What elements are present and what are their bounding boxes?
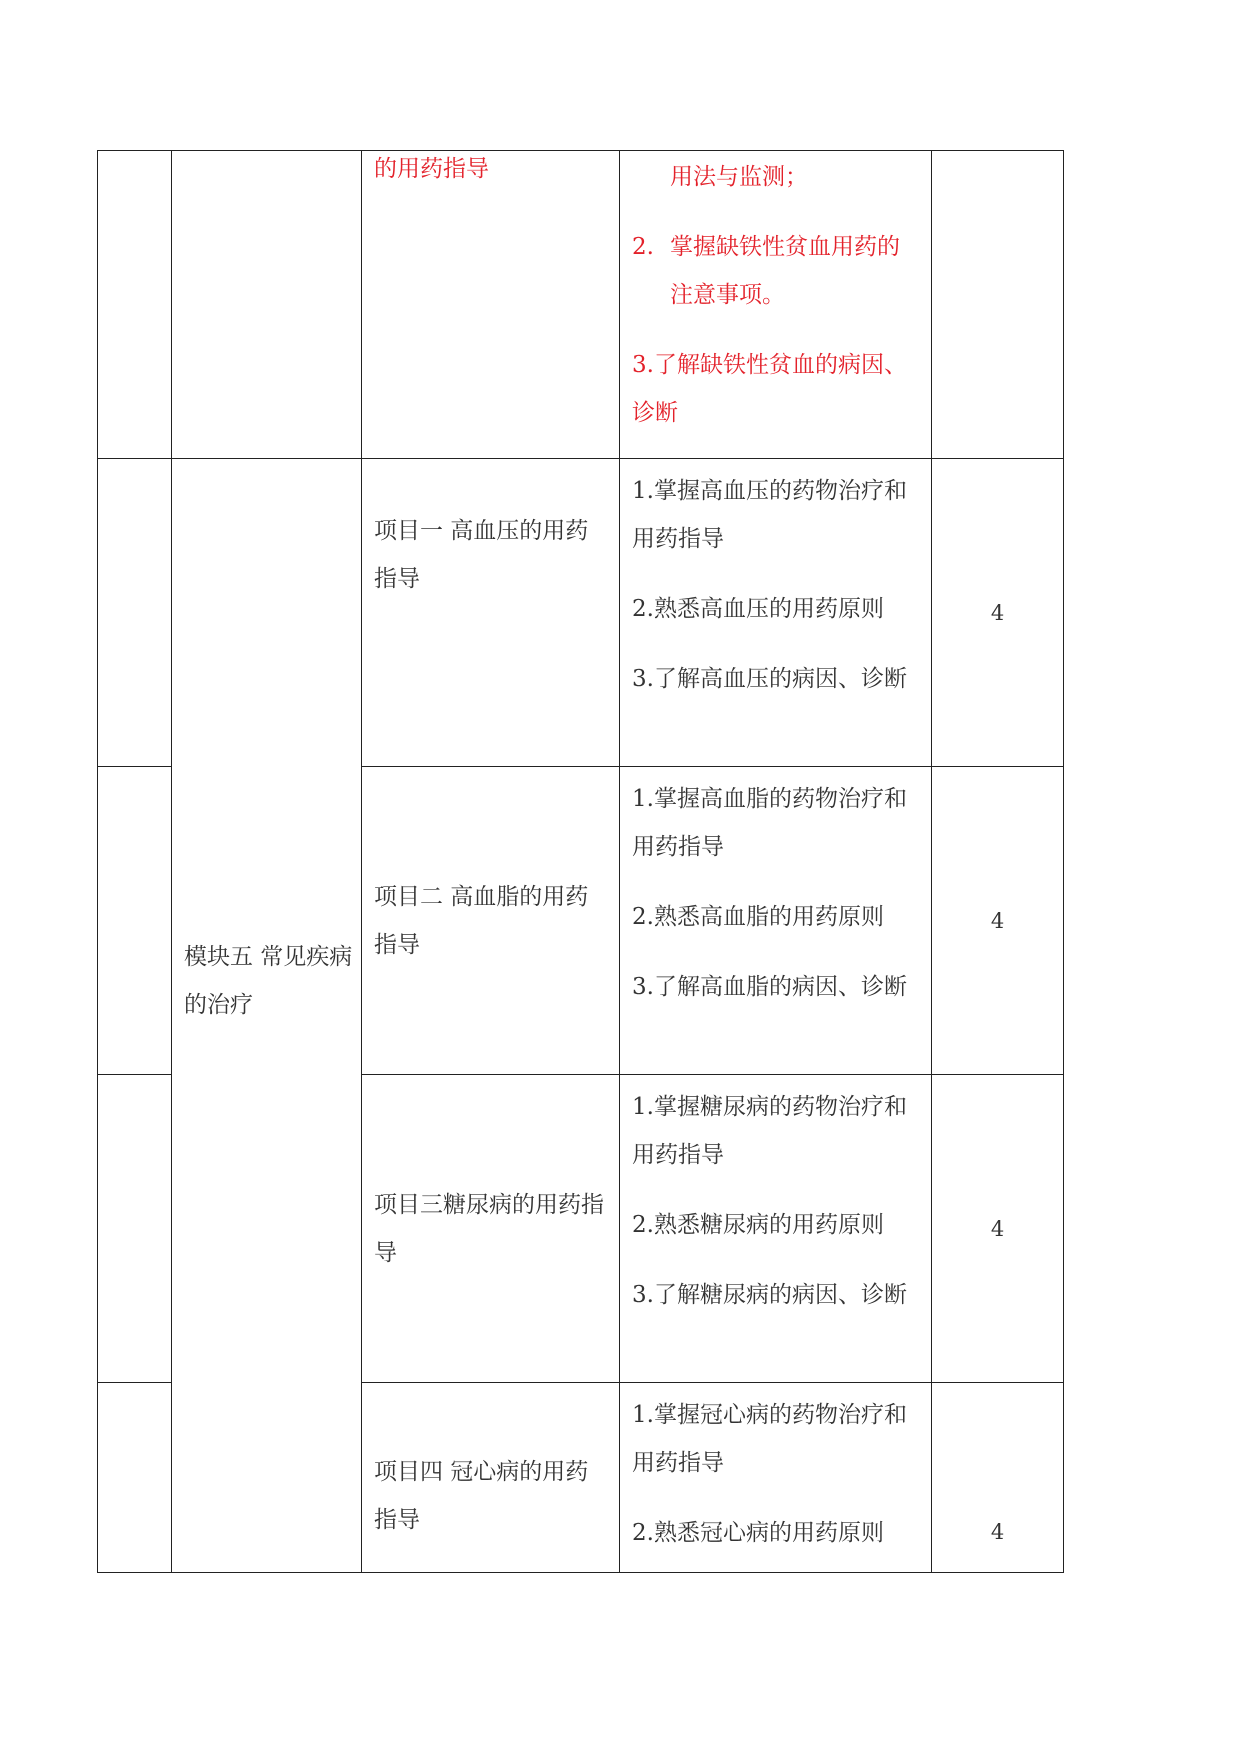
project-cell [362, 1075, 620, 1383]
objective-text: 3.了解高血压的病因、诊断 [632, 666, 907, 692]
project-cell [362, 459, 620, 767]
objective-text: 3.了解高血脂的病因、诊断 [632, 974, 907, 1000]
objective-text: 2.熟悉高血脂的用药原则 [632, 904, 884, 930]
project-name: 项目三糖尿病的用药指导 [374, 1191, 604, 1266]
project-cell [362, 1383, 620, 1573]
project-cell [362, 151, 620, 459]
objective-text: 1.掌握高血压的药物治疗和用药指导 [632, 478, 907, 552]
index-cell [98, 151, 172, 459]
objective-text: 2.熟悉冠心病的用药原则 [632, 1520, 884, 1546]
index-cell [98, 459, 172, 767]
hours-cell: 4 [932, 459, 1064, 767]
objective-item [632, 223, 921, 319]
index-cell [98, 1383, 172, 1573]
project-name: 的用药指导 [374, 156, 489, 182]
index-cell [98, 767, 172, 1075]
course-table [97, 150, 1064, 1573]
hours-cell: 4 [932, 1383, 1064, 1573]
module-cell [172, 151, 362, 459]
objective-text: 2.熟悉高血压的用药原则 [632, 596, 884, 622]
objectives-cell [620, 767, 932, 1075]
project-name: 项目二 高血脂的用药指导 [374, 883, 589, 958]
objective-text: 3.了解缺铁性贫血的病因、诊断 [632, 352, 907, 426]
hours-cell [932, 151, 1064, 459]
objective-text: 1.掌握糖尿病的药物治疗和用药指导 [632, 1094, 907, 1168]
module-cell [172, 459, 362, 1573]
project-cell [362, 767, 620, 1075]
project-name: 项目一 高血压的用药指导 [374, 517, 589, 592]
objective-text: 1.掌握高血脂的药物治疗和用药指导 [632, 786, 907, 860]
project-name: 项目四 冠心病的用药指导 [374, 1458, 589, 1533]
hours-cell: 4 [932, 1075, 1064, 1383]
objectives-cell [620, 151, 932, 459]
objective-text: 用法与监测； [670, 164, 808, 190]
objective-text: 掌握缺铁性贫血用药的注意事项。 [670, 234, 900, 308]
table-row [98, 459, 1064, 767]
objectives-cell [620, 459, 932, 767]
index-cell [98, 1075, 172, 1383]
objective-number: 2. [632, 234, 654, 260]
hours-cell: 4 [932, 767, 1064, 1075]
objective-text: 1.掌握冠心病的药物治疗和用药指导 [632, 1402, 907, 1476]
module-name: 模块五 常见疾病的治疗 [184, 943, 353, 1018]
table-row [98, 151, 1064, 459]
objective-text: 3.了解糖尿病的病因、诊断 [632, 1282, 907, 1308]
objectives-cell [620, 1075, 932, 1383]
objectives-cell [620, 1383, 932, 1573]
objective-text: 2.熟悉糖尿病的用药原则 [632, 1212, 884, 1238]
